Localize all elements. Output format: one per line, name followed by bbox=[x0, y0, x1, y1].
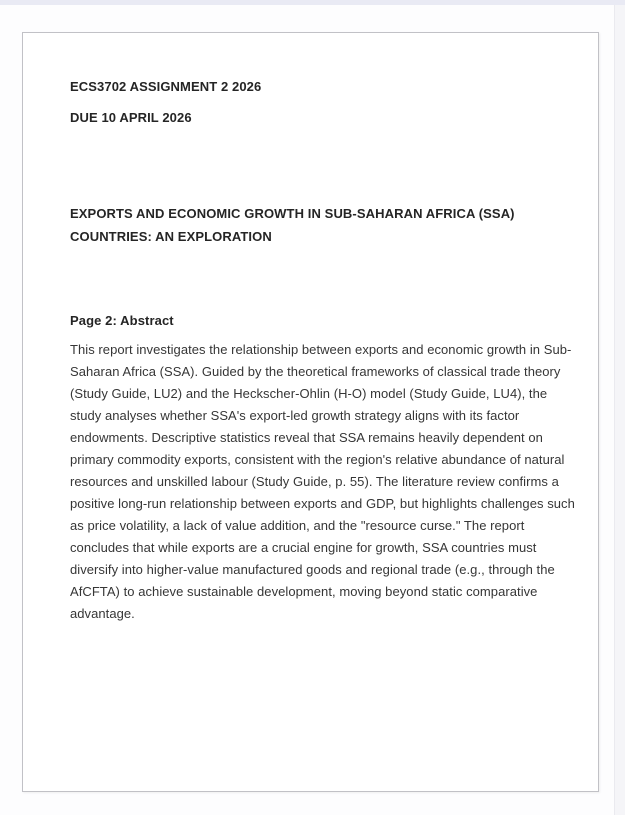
due-date-heading: DUE 10 APRIL 2026 bbox=[70, 110, 192, 125]
top-band bbox=[0, 0, 625, 5]
report-title-line2: COUNTRIES: AN EXPLORATION bbox=[70, 229, 272, 244]
abstract-line: study analyses whether SSA's export-led growth strategy aligns with its factor bbox=[70, 408, 520, 423]
abstract-paragraph bbox=[70, 339, 575, 625]
abstract-line: endowments. Descriptive statistics reveal that SSA remains heavily dependent on bbox=[70, 430, 543, 445]
abstract-line: concludes that while exports are a crucial engine for growth, SSA countries must bbox=[70, 540, 537, 555]
right-scrollbar-track[interactable] bbox=[614, 5, 625, 815]
abstract-line: AfCFTA) to achieve sustainable development, moving beyond static comparative bbox=[70, 584, 538, 599]
abstract-line: positive long-run relationship between exports and GDP, but highlights challenges such bbox=[70, 496, 575, 511]
report-title-line1: EXPORTS AND ECONOMIC GROWTH IN SUB-SAHARAN AFRICA (SSA) bbox=[70, 206, 515, 221]
report-title bbox=[70, 202, 515, 248]
abstract-line: as price volatility, a lack of value addition, and the "resource curse." The report bbox=[70, 518, 525, 533]
abstract-line: diversify into higher-value manufactured goods and regional trade (e.g., through the bbox=[70, 562, 555, 577]
abstract-line: advantage. bbox=[70, 606, 135, 621]
document-page bbox=[22, 32, 599, 792]
abstract-line: resources and unskilled labour (Study Guide, p. 55). The literature review confirms a bbox=[70, 474, 559, 489]
abstract-line: Saharan Africa (SSA). Guided by the theoretical frameworks of classical trade theory bbox=[70, 364, 561, 379]
abstract-line: primary commodity exports, consistent with the region's relative abundance of natural bbox=[70, 452, 565, 467]
abstract-line: (Study Guide, LU2) and the Heckscher-Ohlin (H-O) model (Study Guide, LU4), the bbox=[70, 386, 548, 401]
abstract-line: This report investigates the relationship between exports and economic growth in Sub- bbox=[70, 342, 572, 357]
abstract-section-heading: Page 2: Abstract bbox=[70, 313, 174, 328]
assignment-code-heading: ECS3702 ASSIGNMENT 2 2026 bbox=[70, 79, 262, 94]
